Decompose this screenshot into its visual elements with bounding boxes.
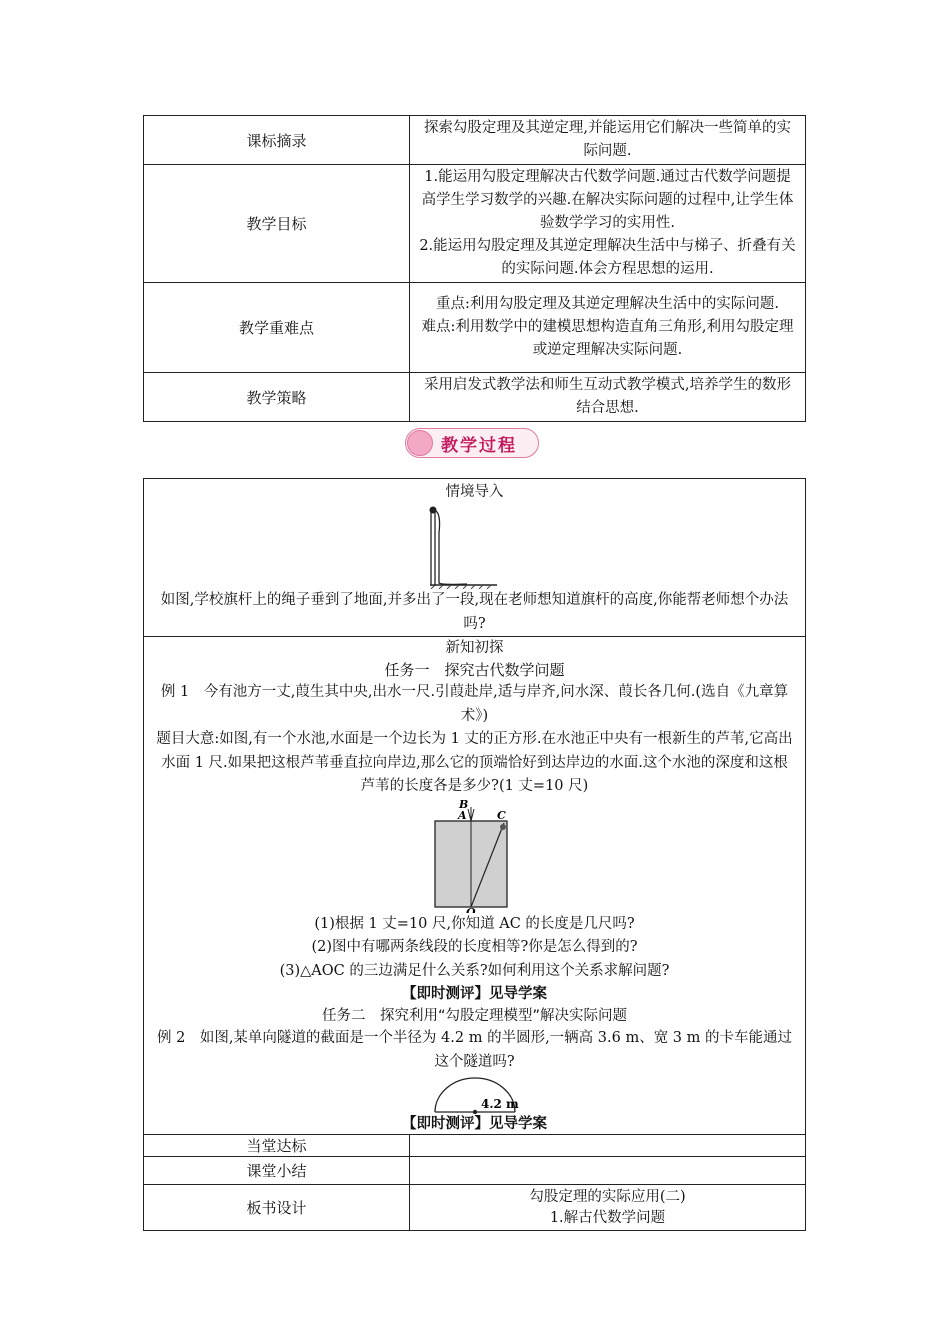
badge-icon: [407, 430, 433, 456]
process-table: [143, 478, 806, 1231]
task1-title: 任务一 探究古代数学问题: [384, 661, 565, 679]
value-summary: [410, 1157, 806, 1185]
pool-figure: [144, 799, 805, 913]
flagpole-illustration: [405, 503, 545, 589]
intro-cell: [144, 479, 806, 637]
question-3: (3)△AOC 的三边满足什么关系?如何利用这个关系求解问题?: [279, 962, 670, 979]
example1-explanation: 题目大意:如图,有一个水池,水面是一个边长为 1 丈的正方形.在水池正中央有一根新生的芦苇,它高出水面 1 尺.如果把这根芦苇垂直拉向岸边,那么它的顶端恰好到达岸边的水面.这个水池的深度和这根芦苇的长度各是多少?(1 丈=10 尺): [156, 731, 793, 794]
tunnel-figure: [144, 1074, 805, 1114]
example1-text: 例 1 今有池方一丈,葭生其中央,出水一尺.引葭赴岸,适与岸齐,问水深、葭长各几何.(选自《九章算术》): [160, 684, 789, 724]
question-2: (2)图中有哪两条线段的长度相等?你是怎么得到的?: [311, 939, 638, 955]
value-strategy: 采用启发式教学法和师生互动式教学模式,培养学生的数形结合思想.: [410, 373, 806, 422]
task2-title: 任务二 探究利用“勾股定理模型”解决实际问题: [321, 1008, 628, 1024]
example2-text: 例 2 如图,某单向隧道的截面是一个半径为 4.2 m 的半圆形,一辆高 3.6 m、宽 3 m 的卡车能通过这个隧道吗?: [156, 1030, 793, 1070]
value-curriculum: 探索勾股定理及其逆定理,并能运用它们解决一些简单的实际问题.: [410, 116, 806, 165]
flagpole-figure: [144, 503, 805, 589]
instant-eval-2: 【即时测评】见导学案: [402, 1116, 547, 1132]
radius-label: 4.2 m: [480, 1097, 519, 1111]
intro-text: 如图,学校旗杆上的绳子垂到了地面,并多出了一段,现在老师想知道旗杆的高度,你能帮老师想个办法吗?: [160, 592, 789, 632]
label-a: A: [457, 808, 467, 822]
section-badge: [405, 428, 539, 458]
value-key-points: 重点:利用勾股定理及其逆定理解决生活中的实际问题. 难点:利用数学中的建模思想构造直角三角形,利用勾股定理或逆定理解决实际问题.: [410, 283, 806, 373]
value-classwork: [410, 1135, 806, 1157]
value-objectives: 1.能运用勾股定理解决古代数学问题.通过古代数学问题提高学生学习数学的兴趣.在解决实际问题的过程中,让学生体验数学学习的实用性. 2.能运用勾股定理及其逆定理解决生活中与梯子、折叠有关的实际问题.体会方程思想的运用.: [410, 165, 806, 283]
intro-heading: 情境导入: [445, 484, 504, 500]
label-c: C: [496, 808, 506, 822]
label-board-design: 板书设计: [144, 1185, 410, 1231]
new-knowledge-cell: [144, 637, 806, 1135]
question-1: (1)根据 1 丈=10 尺,你知道 AC 的长度是几尺吗?: [314, 915, 635, 932]
info-table: [143, 115, 806, 422]
semicircle-diagram: [415, 1074, 535, 1114]
label-curriculum: 课标摘录: [144, 116, 410, 165]
new-heading: 新知初探: [445, 640, 504, 656]
instant-eval-1: 【即时测评】见导学案: [402, 986, 547, 1002]
value-board-design: 勾股定理的实际应用(二) 1.解古代数学问题: [410, 1185, 806, 1231]
label-objectives: 教学目标: [144, 165, 410, 283]
badge-title: 教学过程: [441, 436, 517, 456]
label-o: O: [465, 905, 476, 913]
label-strategy: 教学策略: [144, 373, 410, 422]
label-b: B: [458, 798, 468, 811]
label-summary: 课堂小结: [144, 1157, 410, 1185]
label-key-points: 教学重难点: [144, 283, 410, 373]
pool-diagram: [415, 799, 535, 913]
label-classwork: 当堂达标: [144, 1135, 410, 1157]
